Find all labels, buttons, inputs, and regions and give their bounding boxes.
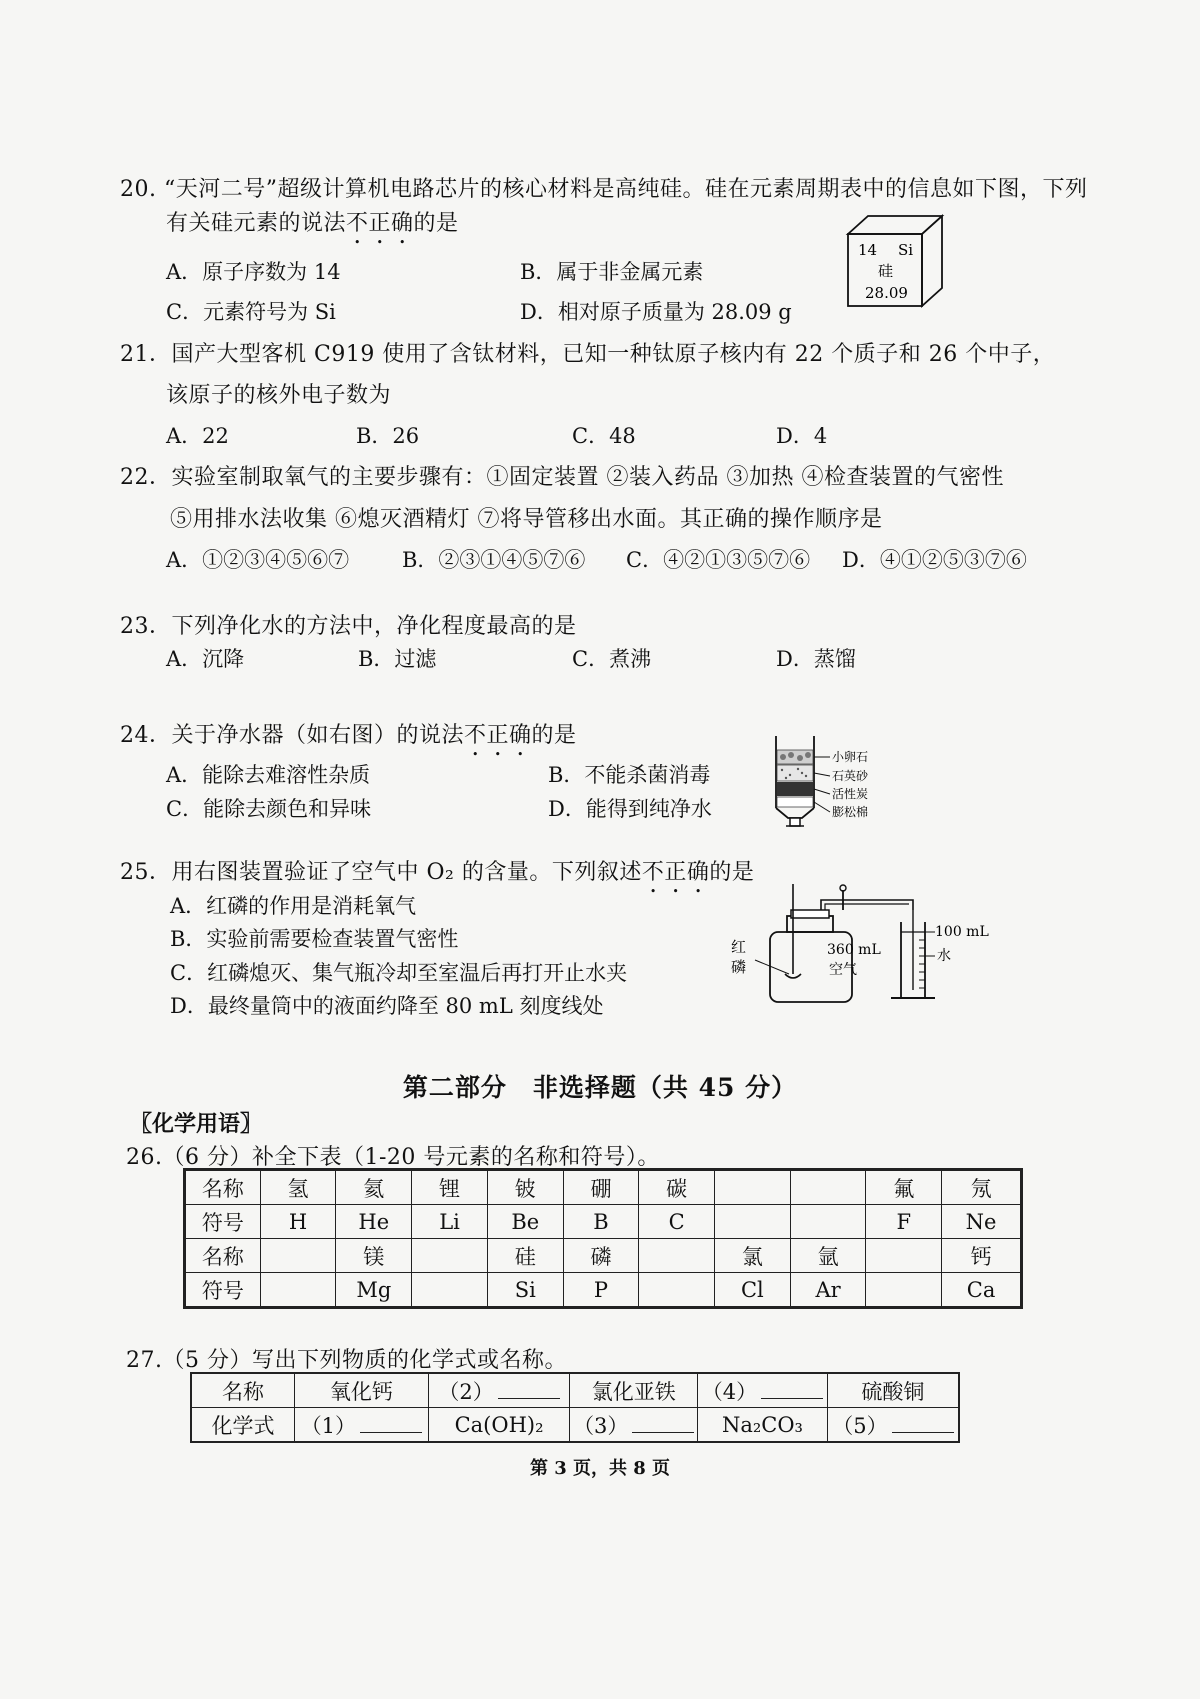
table-cell <box>715 1170 791 1205</box>
table-cell: 符号 <box>185 1205 261 1239</box>
table-cell <box>412 1273 488 1308</box>
tile-mass: 28.09 <box>865 284 908 302</box>
q20-option-b: B．属于非金属元素 <box>520 260 704 284</box>
answer-blank[interactable] <box>498 1380 560 1399</box>
blank-cell-2[interactable]: （2） <box>428 1373 570 1408</box>
table-cell: 硫酸铜 <box>827 1373 959 1408</box>
q22-option-c: C．④②①③⑤⑦⑥ <box>626 548 811 572</box>
table-cell: 氩 <box>790 1239 866 1273</box>
table-cell <box>715 1205 791 1239</box>
table-cell <box>866 1273 942 1308</box>
table-cell: 氟 <box>866 1170 942 1205</box>
table-cell: Mg <box>336 1273 412 1308</box>
q20-option-a: A．原子序数为 14 <box>166 260 341 284</box>
table-cell: 碳 <box>639 1170 715 1205</box>
q20-line2: 有关硅元素的说法不正确的是 <box>166 211 459 236</box>
q22-option-b: B．②③①④⑤⑦⑥ <box>402 548 586 572</box>
tile-symbol: Si <box>898 241 914 259</box>
table-cell <box>790 1170 866 1205</box>
table-cell: Ne <box>942 1205 1022 1239</box>
answer-blank[interactable] <box>892 1414 954 1433</box>
table-row <box>185 1205 1022 1239</box>
q23-option-d: D．蒸馏 <box>776 647 856 671</box>
label-pebbles: 小卵石 <box>832 750 869 764</box>
q20-option-d: D．相对原子质量为 28.09 g <box>520 300 792 324</box>
table-cell: C <box>639 1205 715 1239</box>
table-cell: 镁 <box>336 1239 412 1273</box>
q23-option-a: A．沉降 <box>166 647 245 671</box>
answer-blank[interactable] <box>761 1380 823 1399</box>
q23-option-c: C．煮沸 <box>572 647 652 671</box>
table-cell: 符号 <box>185 1273 261 1308</box>
q22-line1: 22．实验室制取氧气的主要步骤有：①固定装置 ②装入药品 ③加热 ④检查装置的气密性 <box>120 465 1004 490</box>
water-purifier-figure <box>770 730 900 840</box>
q24-option-b: B．不能杀菌消毒 <box>548 763 711 787</box>
label-red-2: 磷 <box>731 958 747 976</box>
table-cell: 名称 <box>185 1170 261 1205</box>
table-cell: 名称 <box>191 1373 295 1408</box>
tile-name: 硅 <box>878 262 894 280</box>
q23-option-b: B．过滤 <box>358 647 437 671</box>
q25-line1: 25．用右图装置验证了空气中 O₂ 的含量。下列叙述不正确的是 <box>120 860 755 885</box>
table-cell: Ca(OH)₂ <box>428 1408 570 1443</box>
part2-title: 第二部分 非选择题（共 45 分） <box>402 1073 798 1102</box>
q25-option-a: A．红磷的作用是消耗氧气 <box>170 894 417 918</box>
table-row <box>185 1273 1022 1308</box>
blank-cell-5[interactable]: （5） <box>827 1408 959 1443</box>
silicon-element-tile <box>840 210 950 310</box>
q20-option-c: C．元素符号为 Si <box>166 300 336 324</box>
table-cell <box>260 1273 336 1308</box>
table-row <box>185 1170 1022 1205</box>
q21-option-c: C．48 <box>572 424 636 448</box>
answer-blank[interactable] <box>360 1414 422 1433</box>
label-air: 空气 <box>829 962 857 978</box>
table-cell <box>260 1239 336 1273</box>
q24-option-c: C．能除去颜色和异味 <box>166 797 372 821</box>
blank-cell-4[interactable]: （4） <box>698 1373 828 1408</box>
q24-option-a: A．能除去难溶性杂质 <box>166 763 371 787</box>
table-cell: B <box>563 1205 639 1239</box>
q25-option-d: D．最终量筒中的液面约降至 80 mL 刻度线处 <box>170 994 604 1018</box>
table-cell: 氯 <box>715 1239 791 1273</box>
label-water: 水 <box>937 948 951 964</box>
q27-formula-table <box>190 1372 960 1443</box>
q27-prompt: 27.（5 分）写出下列物质的化学式或名称。 <box>126 1348 567 1373</box>
category-heading: 〖化学用语〗 <box>130 1111 263 1137</box>
q22-option-d: D．④①②⑤③⑦⑥ <box>842 548 1027 572</box>
table-cell: 氢 <box>260 1170 336 1205</box>
table-cell <box>866 1239 942 1273</box>
table-cell: 氧化钙 <box>295 1373 429 1408</box>
answer-blank[interactable] <box>632 1414 694 1433</box>
label-cylinder-volume: 100 mL <box>935 924 989 940</box>
table-cell <box>412 1239 488 1273</box>
tile-number: 14 <box>858 241 878 259</box>
table-cell: 氦 <box>336 1170 412 1205</box>
q24-emphasis: 不正确 <box>464 723 532 748</box>
blank-cell-3[interactable]: （3） <box>570 1408 698 1443</box>
q21-line1: 21．国产大型客机 C919 使用了含钛材料，已知一种钛原子核内有 22 个质子和 26 个中子， <box>120 342 1056 367</box>
q24-line1: 24．关于净水器（如右图）的说法不正确的是 <box>120 723 577 748</box>
table-cell: He <box>336 1205 412 1239</box>
label-quartz-sand: 石英砂 <box>832 769 869 783</box>
table-cell: Cl <box>715 1273 791 1308</box>
table-cell: 锂 <box>412 1170 488 1205</box>
q23-line1: 23．下列净化水的方法中，净化程度最高的是 <box>120 614 577 639</box>
table-cell <box>639 1239 715 1273</box>
q21-option-d: D．4 <box>776 424 828 448</box>
q22-option-a: A．①②③④⑤⑥⑦ <box>166 548 350 572</box>
table-cell: 氯化亚铁 <box>570 1373 698 1408</box>
q25-option-b: B．实验前需要检查装置气密性 <box>170 927 459 951</box>
q25-emphasis: 不正确 <box>641 860 710 885</box>
table-cell: P <box>563 1273 639 1308</box>
table-cell: 氖 <box>942 1170 1022 1205</box>
q20-emphasis: 不正确 <box>346 211 414 236</box>
table-cell: F <box>866 1205 942 1239</box>
table-cell: Be <box>487 1205 563 1239</box>
q25-option-c: C．红磷熄灭、集气瓶冷却至室温后再打开止水夹 <box>170 961 628 985</box>
table-cell: H <box>260 1205 336 1239</box>
oxygen-apparatus-figure <box>725 880 1015 1010</box>
table-row <box>191 1373 959 1408</box>
table-cell <box>790 1205 866 1239</box>
table-row <box>185 1239 1022 1273</box>
blank-cell-1[interactable]: （1） <box>295 1408 429 1443</box>
table-cell: Si <box>487 1273 563 1308</box>
table-cell: 铍 <box>487 1170 563 1205</box>
label-activated-carbon: 活性炭 <box>832 787 869 801</box>
table-cell: 钙 <box>942 1239 1022 1273</box>
table-cell: Ca <box>942 1273 1022 1308</box>
label-cotton: 膨松棉 <box>832 805 869 819</box>
q26-element-table <box>183 1168 1023 1309</box>
q21-option-a: A．22 <box>166 424 229 448</box>
table-cell: 名称 <box>185 1239 261 1273</box>
page-footer: 第 3 页，共 8 页 <box>529 1458 671 1479</box>
table-cell: 硅 <box>487 1239 563 1273</box>
q26-prompt: 26.（6 分）补全下表（1-20 号元素的名称和符号）。 <box>126 1145 660 1170</box>
q24-option-d: D．能得到纯净水 <box>548 797 712 821</box>
q20-line1: 20. “天河二号”超级计算机电路芯片的核心材料是高纯硅。硅在元素周期表中的信息如下图，下列 <box>120 177 1088 202</box>
q22-line2: ⑤用排水法收集 ⑥熄灭酒精灯 ⑦将导管移出水面。其正确的操作顺序是 <box>170 507 883 532</box>
table-cell: 磷 <box>563 1239 639 1273</box>
table-cell: 硼 <box>563 1170 639 1205</box>
table-cell <box>639 1273 715 1308</box>
table-cell: 化学式 <box>191 1408 295 1443</box>
label-red-1: 红 <box>731 938 747 956</box>
table-row <box>191 1408 959 1443</box>
table-cell: Li <box>412 1205 488 1239</box>
label-air-volume: 360 mL <box>827 942 881 958</box>
q21-line2: 该原子的核外电子数为 <box>166 383 392 408</box>
table-cell: Ar <box>790 1273 866 1308</box>
table-cell: Na₂CO₃ <box>698 1408 828 1443</box>
q21-option-b: B．26 <box>356 424 420 448</box>
